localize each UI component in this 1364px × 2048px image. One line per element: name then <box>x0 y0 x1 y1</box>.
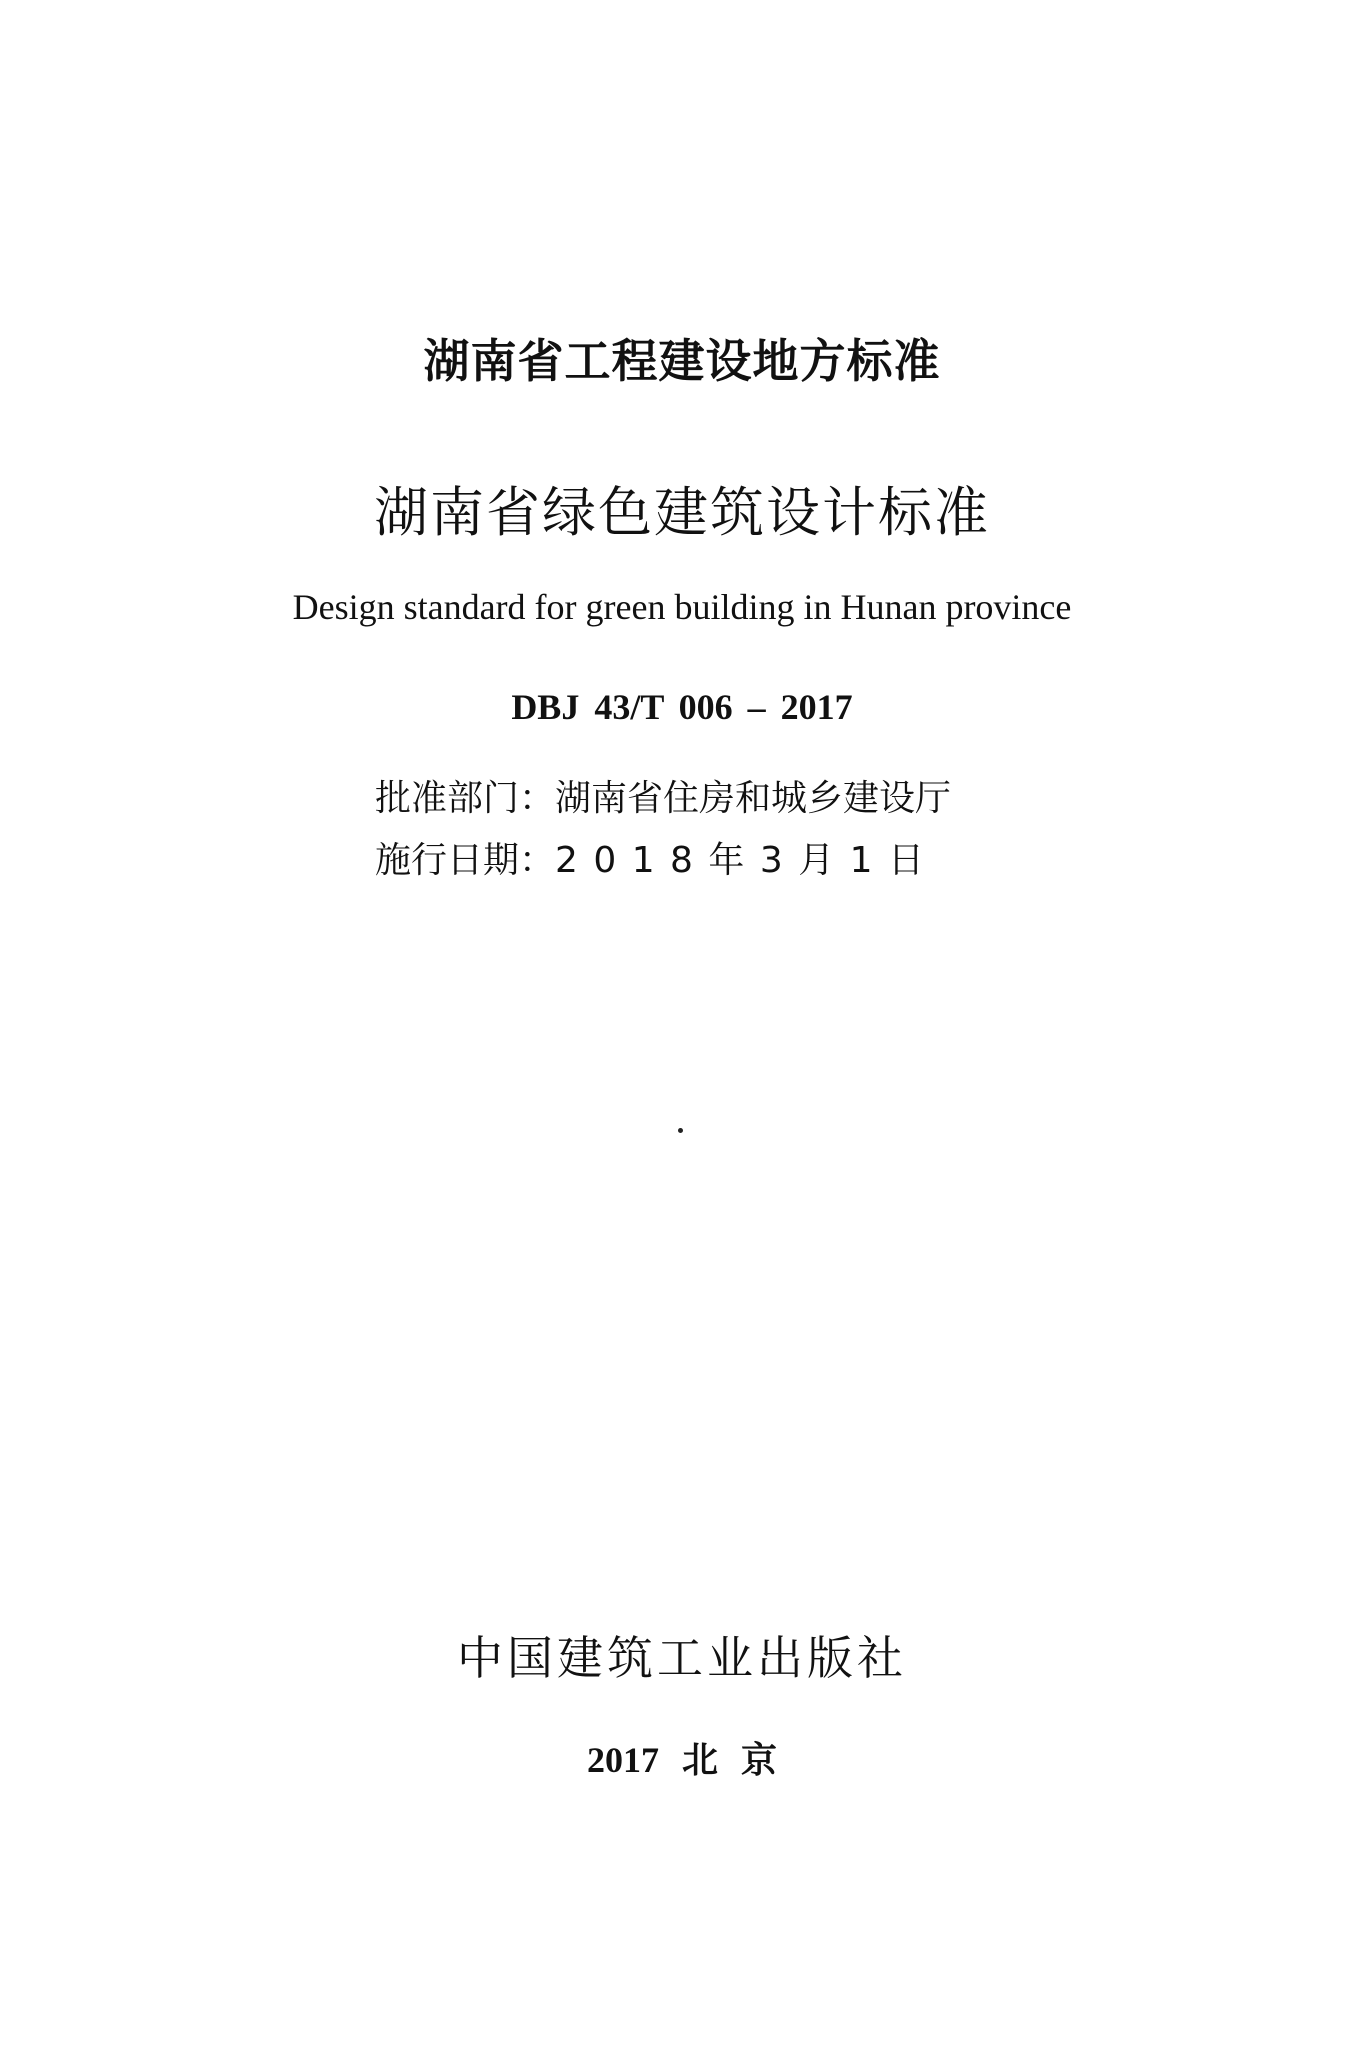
implementation-row <box>375 830 951 892</box>
approval-value: 湖南省住房和城乡建设厅 <box>555 778 952 819</box>
document-title-chinese: 湖南省绿色建筑设计标准 <box>374 481 990 544</box>
approval-label: 批准部门： <box>375 778 556 819</box>
implementation-label: 施行日期： <box>375 840 556 881</box>
standard-code: DBJ 43/T 006 – 2017 <box>511 687 853 727</box>
implementation-date: 2 0 1 8 年 3 月 1 日 <box>555 840 926 881</box>
document-title-english: Design standard for green building in Hunan province <box>292 587 1072 627</box>
approval-info <box>375 768 951 892</box>
scan-dot <box>678 1128 683 1133</box>
approval-row <box>375 768 951 830</box>
series-title: 湖南省工程建设地方标准 <box>423 334 941 388</box>
publication-year-place: 2017 北 京 <box>586 1740 777 1780</box>
publisher: 中国建筑工业出版社 <box>457 1631 907 1685</box>
